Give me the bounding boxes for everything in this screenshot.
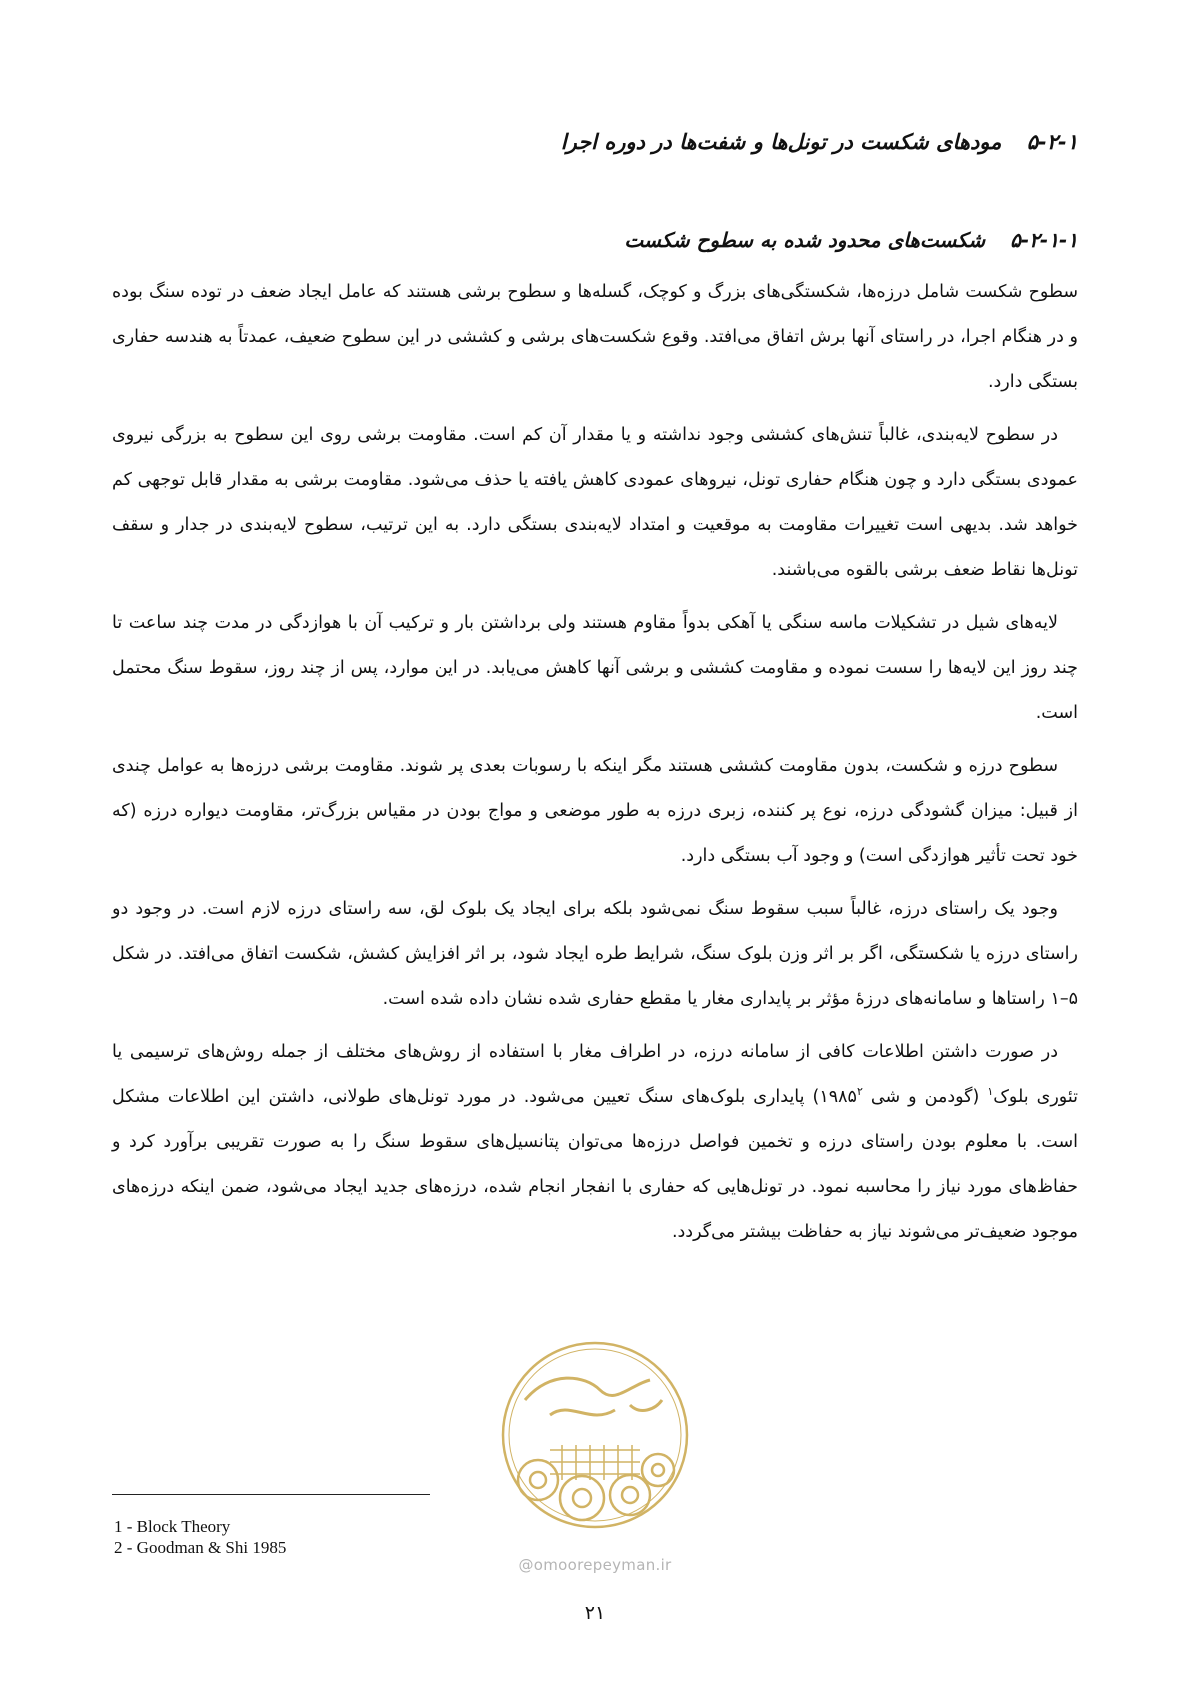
paragraph: سطوح درزه و شکست، بدون مقاومت کششی هستند مگر اینکه با رسوبات بعدی پر شوند. مقاومت برشی درزه‌ها به عوامل چندی از قبیل: میزان گشودگی درزه، نوع پر کننده، زبری درزه به طور موضعی و مواج بودن در مقیاس بزرگ‌تر، مقاومت دیواره درزه (که خود تحت تأثیر هوازدگی است) و وجود آب بستگی دارد. — [112, 756, 1078, 866]
paragraph: در سطوح لایه‌بندی، غالباً تنش‌های کششی وجود نداشته و یا مقدار آن کم است. مقاومت برشی روی این سطوح به بزرگی نیروی عمودی بستگی دارد و چون هنگام حفاری تونل، نیروهای عمودی کاهش یافته یا حذف می‌شود. مقاومت برشی به مقدار قابل توجهی کم خواهد شد. بدیهی است تغییرات مقاومت به موقعیت و امتداد لایه‌بندی بستگی دارد. به این ترتیب، سطوح لایه‌بندی در جدار و سقف تونل‌ها نقاط ضعف برشی بالقوه می‌باشند. — [112, 425, 1078, 580]
footnote-ref-1[interactable]: ۱ — [987, 1085, 994, 1099]
footnotes — [114, 1516, 534, 1558]
subsection-heading-number: ۵-۲-۱-۱ — [1010, 228, 1078, 252]
section-heading-number: ۵-۲-۱ — [1026, 130, 1078, 154]
paragraph: سطوح شکست شامل درزه‌ها، شکستگی‌های بزرگ و کوچک، گسله‌ها و سطوح برشی هستند که عامل ایجاد ضعف در توده سنگ بوده و در هنگام اجرا، در راستای آنها برش اتفاق می‌افتد. وقوع شکست‌های برشی و کششی در این سطوح ضعیف، عمدتاً به هندسه حفاری بستگی دارد. — [112, 282, 1078, 392]
body-text — [112, 270, 1078, 1263]
paragraph-text: (گودمن و شی ۱۹۸۵ — [819, 1087, 988, 1107]
footnote-divider — [112, 1494, 430, 1495]
paragraph-with-footnotes — [112, 1030, 1078, 1255]
paragraph-text: ) پایداری بلوک‌های سنگ تعیین می‌شود. در مورد تونل‌های طولانی، داشتن این اطلاعات مشکل است. با معلوم بودن راستای درزه و تخمین فواصل درزه‌ها می‌توان پتانسیل‌های سقوط سنگ را به صورت تقریبی برآورد کرد و حفاظ‌های مورد نیاز را محاسبه نمود. در تونل‌هایی که حفاری با انفجار انجام شده، درزه‌های جدید ایجاد می‌شود، ضمن اینکه درزه‌های موجود ضعیف‌تر می‌شوند نیاز به حفاظت بیشتر می‌گردد. — [112, 1087, 1078, 1242]
paragraph: وجود یک راستای درزه، غالباً سبب سقوط سنگ نمی‌شود بلکه برای ایجاد یک بلوک لق، سه راستای درزه لازم است. در وجود دو راستای درزه یا شکستگی، اگر بر اثر وزن بلوک سنگ، شرایط طره ایجاد شود، بر اثر افزایش کشش، شکست اتفاق می‌افتد. در شکل ۵–۱ راستاها و سامانه‌های درزهٔ مؤثر بر پایداری مغار یا مقطع حفاری شده نشان داده شده است. — [112, 899, 1078, 1009]
section-heading-title: مودهای شکست در تونل‌ها و شفت‌ها در دوره اجرا — [560, 130, 1002, 154]
footnote-ref-2[interactable]: ۲ — [856, 1085, 863, 1099]
subsection-heading-title: شکست‌های محدود شده به سطوح شکست — [624, 228, 986, 252]
footnote-item: 1 - Block Theory — [114, 1517, 231, 1536]
paragraph: لایه‌های شیل در تشکیلات ماسه سنگی یا آهکی بدواً مقاوم هستند ولی برداشتن بار و ترکیب آن با هوازدگی در مدت چند ساعت تا چند روز این لایه‌ها را سست نموده و مقاومت کششی و برشی آنها کاهش می‌یابد. در این موارد، پس از چند روز، سقوط سنگ محتمل است. — [112, 613, 1078, 723]
page-number: ۲۱ — [584, 1602, 606, 1624]
paragraph-text: در صورت داشتن اطلاعات کافی از سامانه درزه، در اطراف مغار با استفاده از روش‌های مختلف از جمله روش‌های ترسیمی یا تئوری بلوک — [112, 1042, 1078, 1107]
watermark-caption: @omoorepeyman.ir — [518, 1556, 672, 1574]
section-heading — [112, 126, 1078, 158]
subsection-heading — [112, 224, 1078, 256]
footnote-item: 2 - Goodman & Shi 1985 — [114, 1538, 287, 1557]
